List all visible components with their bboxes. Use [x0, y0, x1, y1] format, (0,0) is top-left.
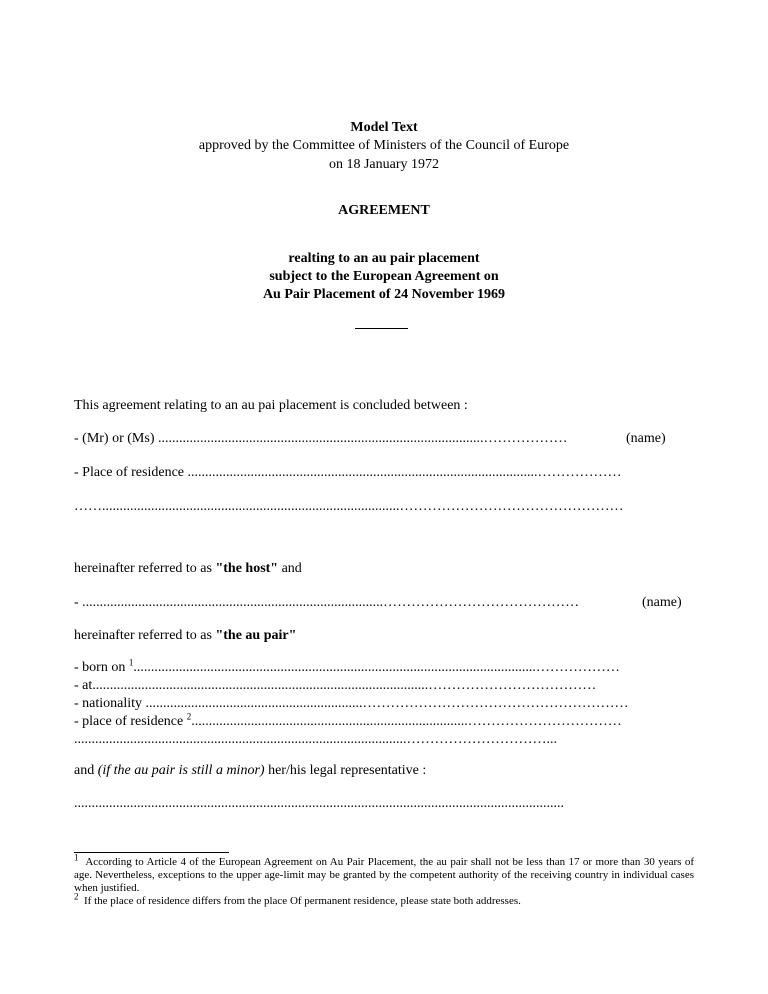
agreement-heading: AGREEMENT — [338, 203, 430, 218]
host-name-field: - (Mr) or (Ms) .............................................................................................……………… — [74, 431, 568, 446]
approval-line: approved by the Committee of Ministers of the Council of Europe — [198, 138, 570, 153]
minor-condition: (if the au pair is still a minor) — [97, 763, 265, 778]
nationality-field: - nationality ..............................................................………………………………………………… — [74, 696, 629, 711]
host-term: "the host" — [215, 561, 279, 576]
au-pair-definition: hereinafter referred to as "the au pair" — [74, 628, 297, 643]
au-pair-name-label: (name) — [642, 595, 682, 610]
au-pair-name-field: - ......................................................................................…………………………………… — [74, 595, 580, 610]
footnote-ref-1: 1 — [128, 657, 134, 668]
legal-representative-field: ............................................................................................................................................ — [74, 796, 564, 811]
birthplace-field: - at................................................................................................……………………………… — [74, 678, 597, 693]
host-name-label: (name) — [626, 431, 666, 446]
born-on-field: - born on $^1$...................................................................................................................……………… — [74, 657, 620, 675]
intro-text: This agreement relating to an au pai placement is concluded between : — [74, 398, 468, 413]
footnote-2: $^2$ If the place of residence differs from the place Of permanent residence, please state both addresses. — [74, 891, 521, 907]
au-pair-residence-field: - place of residence $^2$...............................................................................…………………………… — [74, 711, 622, 729]
legal-representative-line: and (if the au pair is still a minor) her/his legal representative : — [74, 763, 427, 778]
approval-date: on 18 January 1972 — [328, 157, 440, 172]
host-residence-continuation: …….....................................................................................………………………………………… — [74, 499, 624, 514]
model-text-title: Model Text — [350, 120, 418, 135]
au-pair-residence-continuation: ...............................................................................................…………………………... — [74, 732, 557, 747]
host-residence-field: - Place of residence ....................................................................................................……………… — [74, 465, 622, 480]
agreement-subtitle-1: realting to an au pair placement — [288, 251, 480, 266]
agreement-subtitle-2: subject to the European Agreement on — [269, 269, 499, 284]
footnote-separator — [74, 852, 229, 853]
footnote-ref-2: 2 — [186, 711, 192, 722]
footnote-1: $^1$ According to Article 4 of the European Agreement on Au Pair Placement, the au pair shall not be less than 17 or more than 30 years of age. Nevertheless, exceptions to the upper age-limit may be granted by the competent authority of the receiving country in individual cases when justified. — [74, 852, 694, 894]
agreement-subtitle-3: Au Pair Placement of 24 November 1969 — [262, 287, 506, 302]
title-separator — [355, 328, 408, 329]
au-pair-term: "the au pair" — [215, 628, 297, 643]
host-definition: hereinafter referred to as "the host" and — [74, 561, 302, 576]
